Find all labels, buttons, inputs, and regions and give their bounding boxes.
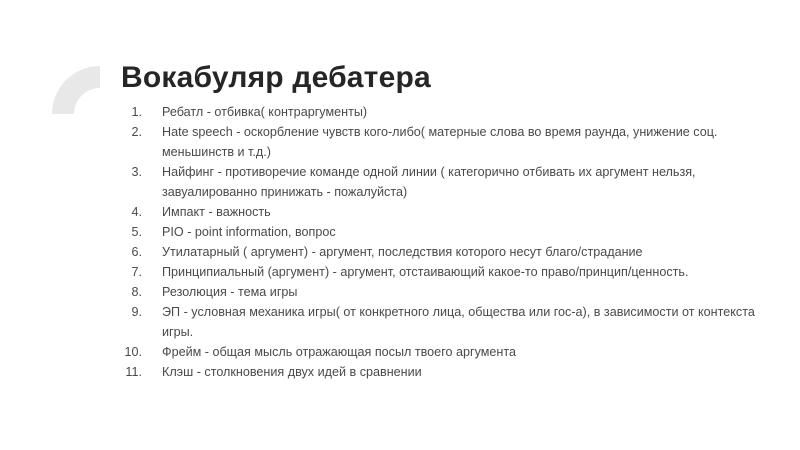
list-item-number: 8. [131,285,142,299]
list-item [116,102,756,122]
list-item-text: Hate speech - оскорбление чувств кого-либо( матерные слова во время раунда, унижение соц. меньшинств и т.д.) [162,125,718,159]
list-item-number: 3. [131,165,142,179]
list-item [116,302,756,342]
list-item [116,342,756,362]
list-item-number: 2. [131,125,142,139]
list-item [116,222,756,242]
list-item-number: 4. [131,205,142,219]
list-item-text: Найфинг - противоречие команде одной линии ( категорично отбивать их аргумент нельзя, завуалированно принижать - пожалуйста) [162,165,696,199]
list-item [116,122,756,162]
list-item-text: Утилатарный ( аргумент) - аргумент, последствия которого несут благо/страдание [162,245,643,259]
list-item [116,202,756,222]
list-item-number: 7. [131,265,142,279]
list-item-text: Импакт - важность [162,205,271,219]
list-item-text: Клэш - столкновения двух идей в сравнении [162,365,422,379]
list-item-text: ЭП - условная механика игры( от конкретного лица, общества или гос-а), в зависимости от контекста игры. [162,305,755,339]
list-item [116,282,756,302]
quarter-circle-decoration [52,66,100,114]
list-item-number: 6. [131,245,142,259]
list-item-number: 10. [124,345,142,359]
list-item-text: PIO - point information, вопрос [162,225,336,239]
list-item [116,362,756,382]
list-item-text: Резолюция - тема игры [162,285,298,299]
list-item [116,242,756,262]
list-item-text: Ребатл - отбивка( контраргументы) [162,105,368,119]
list-item [116,262,756,282]
list-item [116,162,756,202]
vocabulary-list [116,102,756,382]
list-item-number: 5. [131,225,142,239]
slide-title: Вокабуляр дебатера [121,61,431,94]
list-item-number: 1. [131,105,142,119]
list-item-number: 11. [125,365,142,379]
list-item-text: Принципиальный (аргумент) - аргумент, отстаивающий какое-то право/принцип/ценность. [162,265,689,279]
list-item-number: 9. [131,305,142,319]
list-item-text: Фрейм - общая мысль отражающая посыл твоего аргумента [162,345,517,359]
